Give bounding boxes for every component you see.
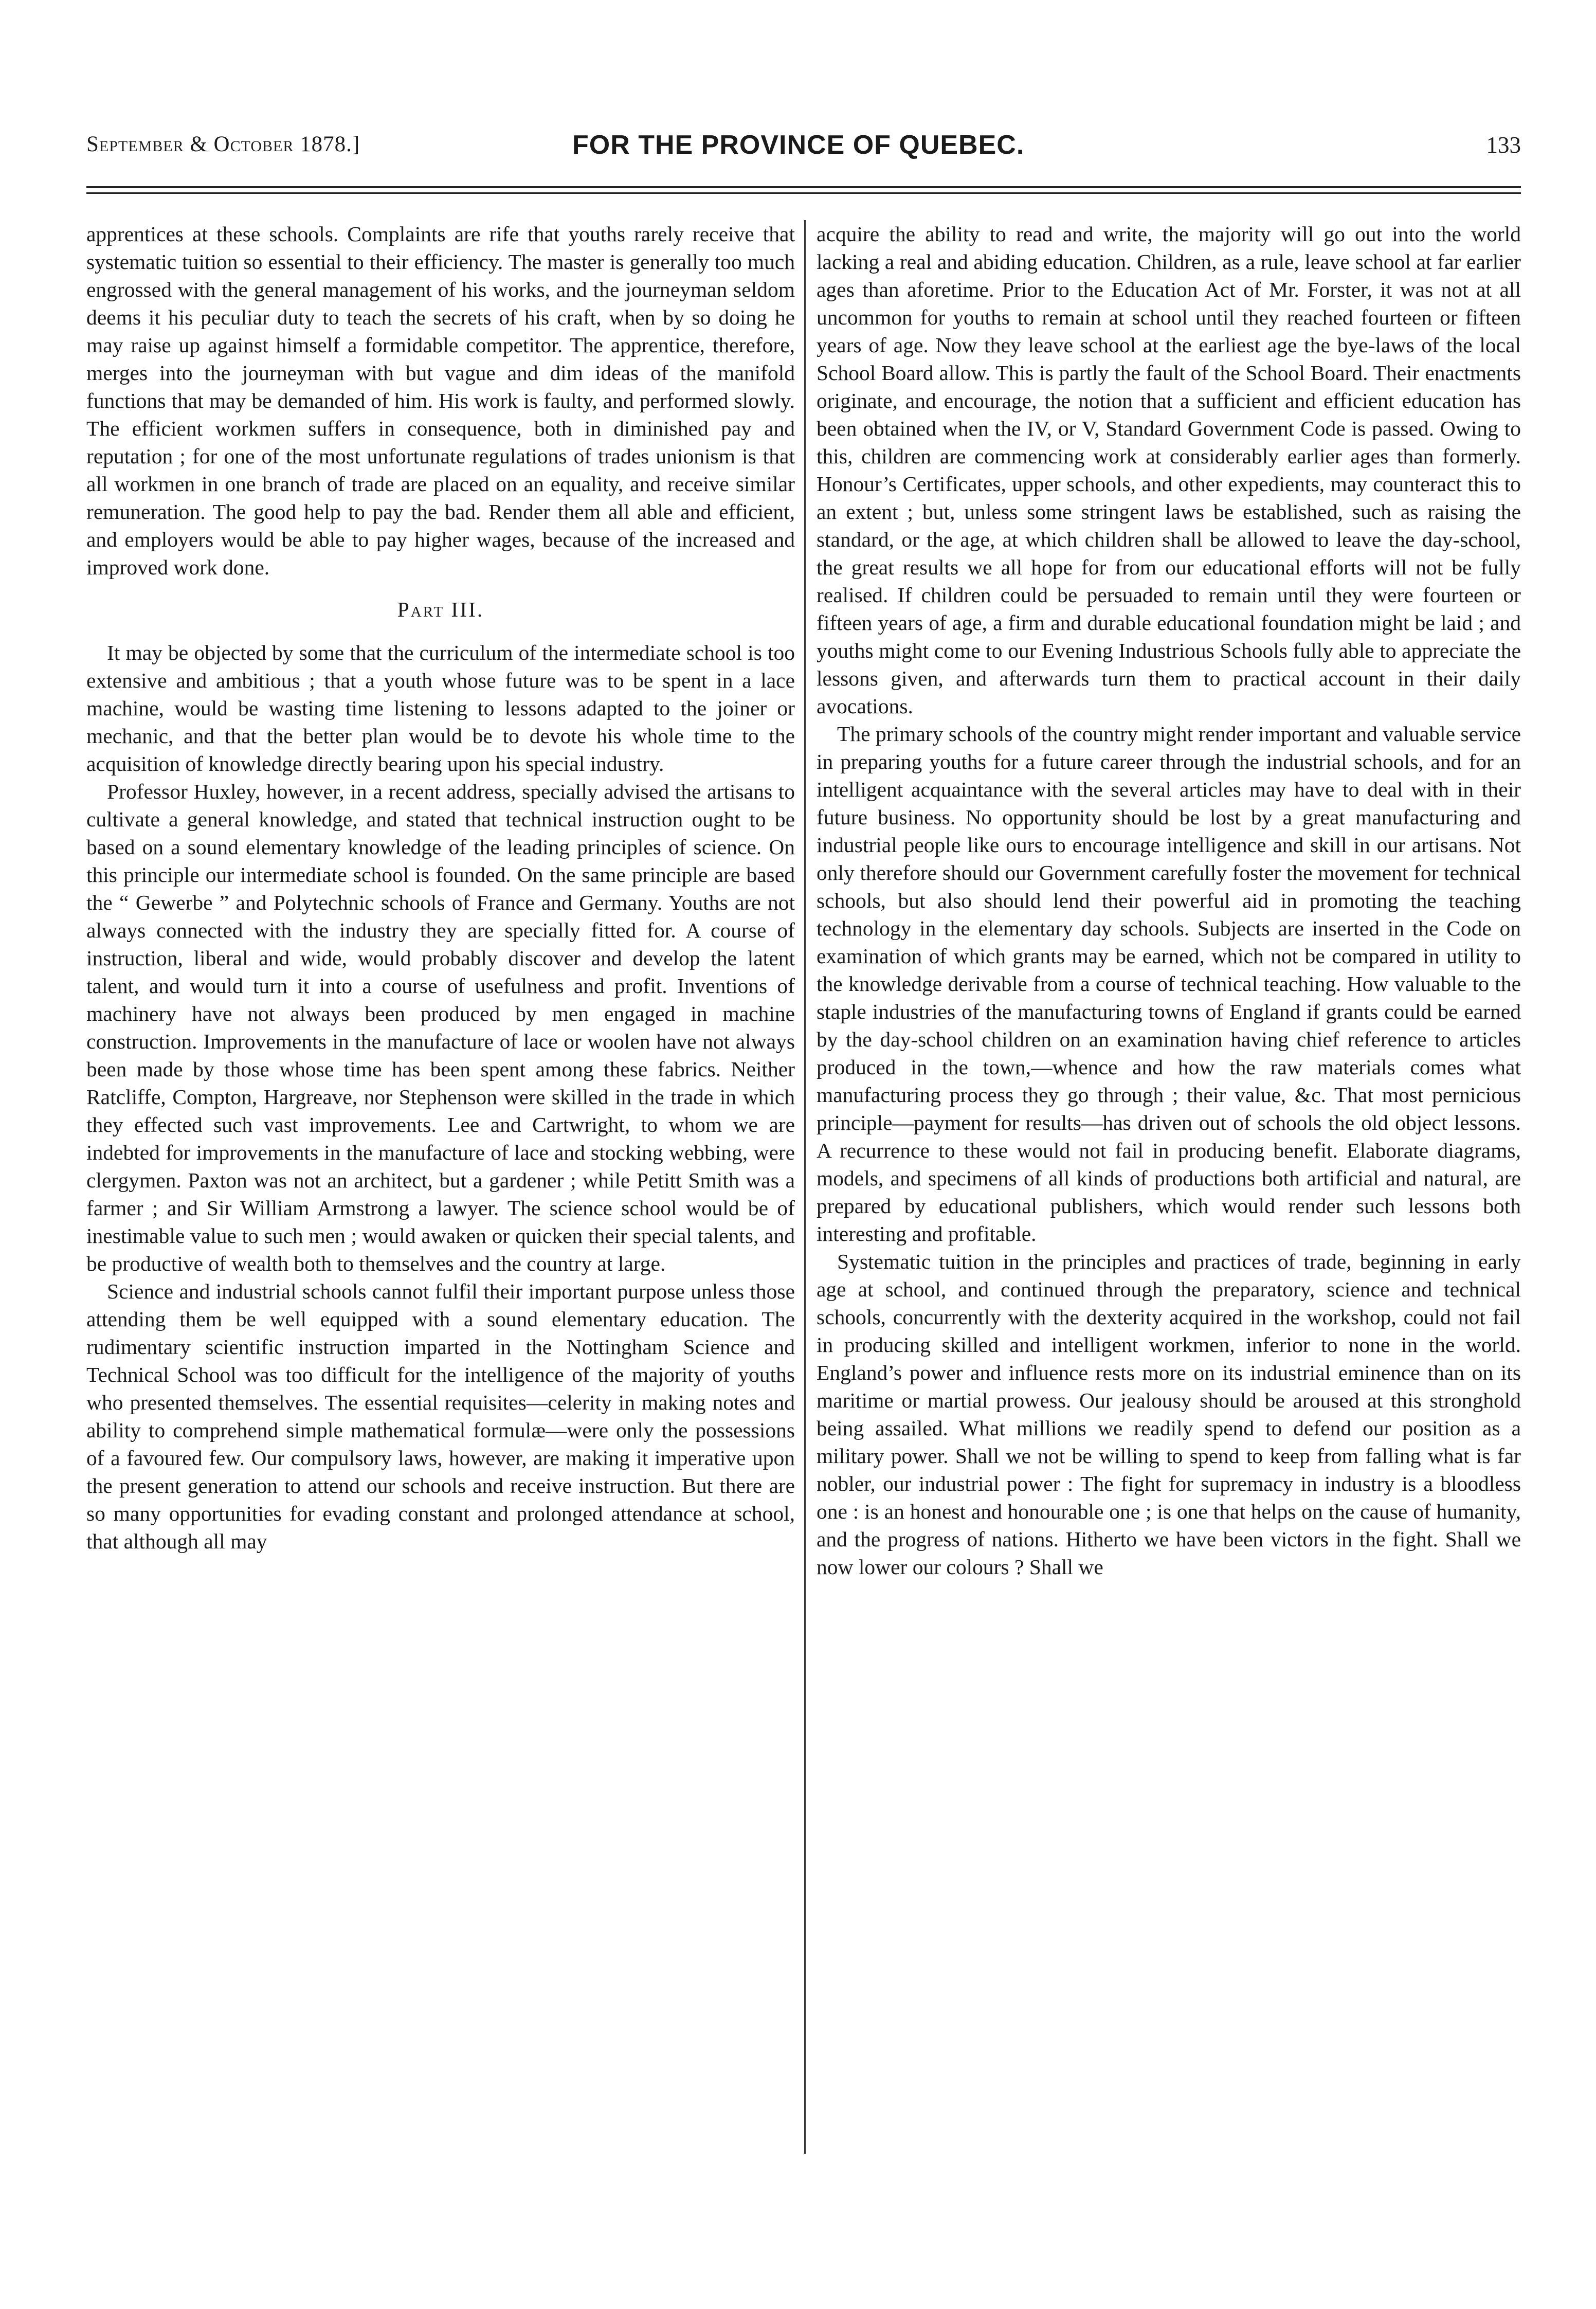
section-heading: Part III. bbox=[397, 598, 484, 621]
column-divider bbox=[804, 220, 806, 2154]
paragraph: acquire the ability to read and write, the majority will go out into the world lacking a real and abiding education. Children, as a rule, leave school at far earlier ages than aforetime. Prior to the Education Act of Mr. Forster, it was not at all uncommon for youths to remain at school until they reached fourteen or fifteen years of age. Now they leave school at the earliest age the bye-laws of the local School Board allow. This is partly the fault of the School Board. Their enactments originate, and encourage, the notion that a sufficient and efficient education has been obtained when the IV, or V, Standard Government Code is passed. Owing to this, children are commencing work at considerably earlier ages than formerly. Honour’s Certificates, upper schools, and other expedients, may counteract this to an extent ; but, unless some stringent laws be established, such as raising the standard, or the age, at which children shall be allowed to leave the day-school, the great results we all hope for from our educational efforts will not be fully realised. If children could be persuaded to remain until they were fourteen or fifteen years of age, a firm and durable educational foundation might be laid ; and youths might come to our Evening Industrious Schools fully able to appreciate the lessons given, and afterwards turn them to practical account in their daily avocations. bbox=[817, 222, 1521, 718]
page-header bbox=[86, 132, 1521, 173]
paragraph: Systematic tuition in the principles and practices of trade, beginning in early age at school, and continued through the preparatory, science and technical schools, concurrently with the dexterity acquired in the workshop, could not fail in producing skilled and intelligent workmen, inferior to none in the world. England’s power and influence rests more on its industrial eminence than on its maritime or martial prowess. Our jealousy should be aroused at this stronghold being assailed. What millions we readily spend to defend our position as a military power. Shall we not be willing to spend to keep from falling what is far nobler, our industrial power : The fight for supremacy in industry is a bloodless one : is an honest and honourable one ; is one that helps on the cause of humanity, and the progress of nations. Hitherto we have been victors in the fight. Shall we now lower our colours ? Shall we bbox=[817, 1250, 1521, 1579]
paragraph: It may be objected by some that the curriculum of the intermediate school is too extensive and ambitious ; that a youth whose future was to be spent in a lace machine, would be wasting time listening to lessons adapted to the joiner or mechanic, and that the better plan would be to devote his whole time to the acquisition of knowledge directly bearing upon his special industry. bbox=[86, 641, 795, 775]
paragraph: Science and industrial schools cannot fulfil their important purpose unless those attending them be well equipped with a sound elementary education. The rudimentary scientific instruction imparted in the Nottingham Science and Technical School was too difficult for the intelligence of the majority of youths who presented themselves. The essential requisites—celerity in making notes and ability to comprehend simple mathematical formulæ—were only the possessions of a favoured few. Our compulsory laws, however, are making it imperative upon the present generation to attend our schools and receive instruction. But there are so many opportunities for evading constant and prolonged attendance at school, that although all may bbox=[86, 1279, 795, 1553]
header-rule bbox=[86, 186, 1521, 188]
paragraph: apprentices at these schools. Complaints are rife that youths rarely receive that systematic tuition so essential to their efficiency. The master is generally too much engrossed with the general management of his works, and the journeyman seldom deems it his peculiar duty to teach the secrets of his craft, when by so doing he may raise up against himself a formidable competitor. The apprentice, therefore, merges into the journeyman with but vague and dim ideas of the manifold functions that may be demanded of him. His work is faulty, and performed slowly. The efficient workmen suffers in consequence, both in diminished pay and reputation ; for one of the most unfortunate regulations of trades unionism is that all workmen in one branch of trade are placed on an equality, and receive similar remuneration. The good help to pay the bad. Render them all able and efficient, and employers would be able to pay higher wages, because of the increased and improved work done. bbox=[86, 222, 795, 579]
running-title: FOR THE PROVINCE OF QUEBEC. bbox=[572, 130, 1025, 160]
header-rule-secondary bbox=[86, 192, 1521, 194]
paragraph: Professor Huxley, however, in a recent address, specially advised the artisans to cultivate a general knowledge, and stated that technical instruction ought to be based on a sound elementary knowledge of the leading principles of science. On this principle our intermediate school is founded. On the same principle are based the “ Gewerbe ” and Polytechnic schools of France and Germany. Youths are not always connected with the industry they are specially fitted for. A course of instruction, liberal and wide, would probably discover and develop the latent talent, and would turn it into a course of usefulness and profit. Inventions of machinery have not always been produced by men engaged in machine construction. Improvements in the manufacture of lace or woolen have not always been made by those whose time has been spent among these fabrics. Neither Ratcliffe, Compton, Hargreave, nor Stephenson were skilled in the trade in which they effected such vast improvements. Lee and Cartwright, to whom we are indebted for improvements in the manufacture of lace and stocking webbing, were clergymen. Paxton was not an architect, but a gardener ; while Petitt Smith was a farmer ; and Sir William Armstrong a lawyer. The science school would be of inestimable value to such men ; would awaken or quicken their special talents, and be productive of wealth both to themselves and the country at large. bbox=[86, 780, 795, 1275]
issue-date: September & October 1878.] bbox=[86, 132, 360, 156]
right-column bbox=[817, 220, 1521, 2164]
page-number: 133 bbox=[1486, 132, 1521, 158]
paragraph: The primary schools of the country might render important and valuable service in preparing youths for a future career through the industrial schools, and for an intelligent acquaintance with the several articles may have to deal with in their future business. No opportunity should be lost by a great manufacturing and industrial people like ours to encourage intelligence and skill in our artisans. Not only therefore should our Government carefully foster the movement for technical schools, but also should lend their powerful aid in promoting the teaching technology in the elementary day schools. Subjects are inserted in the Code on examination of which grants may be earned, which not be compared in utility to the knowledge derivable from a course of technical teaching. How valuable to the staple industries of the manufacturing towns of England if grants could be earned by the day-school children on an examination having chief reference to articles produced in the town,—whence and how the raw materials comes what manufacturing process they go through ; their value, &c. That most pernicious principle—payment for results—has driven out of schools the old object lessons. A recurrence to these would not fail in producing benefit. Elaborate diagrams, models, and specimens of all kinds of productions both artificial and natural, are prepared by educational publishers, which would render such lessons both interesting and profitable. bbox=[817, 722, 1521, 1246]
left-column bbox=[86, 220, 795, 2164]
